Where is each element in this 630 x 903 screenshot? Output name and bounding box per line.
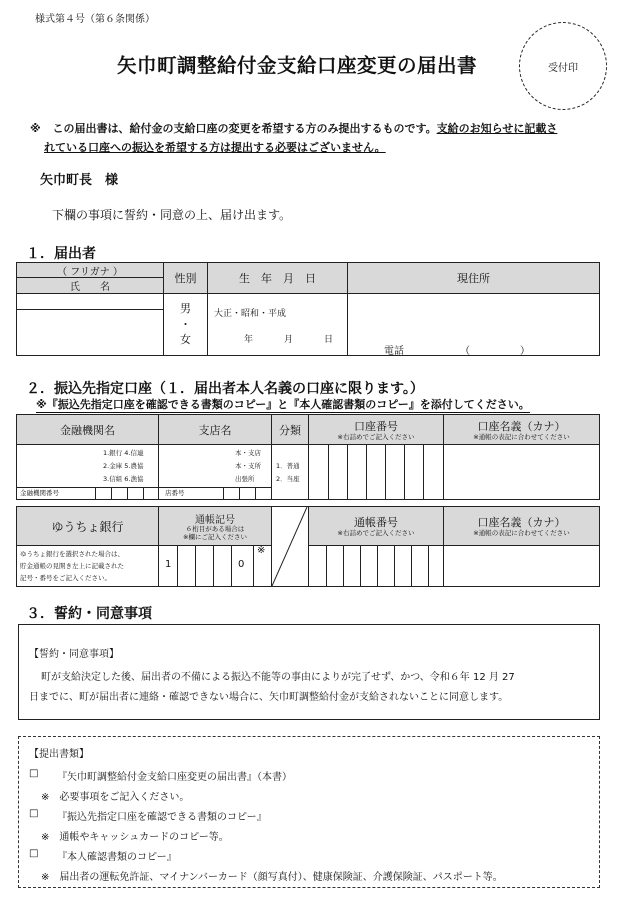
yucho-instruction-3: 記号・番号をご記入ください。 (20, 574, 111, 582)
yucho-instruction-2: 貯金通帳の見開き左上に記載された (20, 562, 124, 570)
addressee: 矢巾町長 様 (40, 173, 119, 188)
account-number-label: 口座番号 (354, 419, 398, 433)
document-checkbox-2[interactable]: □ (29, 808, 39, 819)
pledge-intro: 下欄の事項に誓約・同意の上、届け出ます。 (52, 208, 292, 222)
name-header: 氏 名 (16, 277, 164, 294)
receipt-stamp-area (519, 22, 607, 110)
section3-heading: ３．誓約・同意事項 (26, 606, 152, 622)
yucho-instruction-1: ゆうちょ銀行を選択された場合は、 (20, 550, 124, 558)
branch-code-label: 店番号 (165, 489, 185, 497)
yucho-symbol-header (158, 506, 272, 546)
yucho-number-label: 通帳番号 (354, 516, 398, 530)
account-number-note: ※右詰めでご記入ください (337, 432, 415, 441)
yucho-holder-label: 口座名義（カナ） (477, 516, 566, 530)
phone-field[interactable]: （ ） (460, 346, 530, 357)
receipt-stamp-label: 受付印 (548, 62, 578, 74)
form-number: 様式第４号（第６条関係） (35, 14, 155, 25)
yucho-type-blank (271, 506, 309, 587)
account-holder-note: ※通帳の表記に合わせてください (473, 432, 570, 441)
type-header: 分類 (271, 414, 309, 445)
document-checkbox-1[interactable]: □ (29, 768, 39, 779)
furigana-header: （ フリガナ ） (16, 262, 164, 278)
pledge-box-title: 【誓約・同意事項】 (29, 649, 119, 660)
documents-box (18, 736, 600, 888)
birthdate-field[interactable] (207, 293, 348, 356)
document-item-1: 『矢巾町調整給付金支給口座変更の届出書』（本書） (57, 772, 292, 783)
pledge-text-1: 町が支給決定した後、届出者の不備による振込不能等の事由によりが完了せず、かつ、令和６年 12 月 27 (41, 672, 515, 683)
institution-code-field[interactable] (16, 487, 159, 500)
address-field[interactable] (347, 293, 600, 356)
month-label: 月 (284, 335, 294, 345)
yucho-number-header (308, 506, 444, 546)
documents-title: 【提出書類】 (29, 749, 89, 760)
section2-subheading: ※『振込先指定口座を確認できる書類のコピー』と『本人確認書類のコピー』を添付してください。 (36, 398, 530, 411)
section2-heading: ２．振込先指定口座（１．届出者本人名義の口座に限ります。） (26, 381, 424, 397)
document-item-2: 『振込先指定口座を確認できる書類のコピー』 (57, 812, 267, 823)
note-mark: ※ (30, 122, 41, 135)
yucho-number-field[interactable] (308, 545, 444, 587)
document-note-3: ※ 届出者の運転免許証、マイナンバーカード（顔写真付）、健康保険証、介護保険証、パスポート等。 (41, 872, 503, 883)
day-label: 日 (324, 335, 334, 345)
institution-field[interactable] (16, 444, 159, 488)
pledge-box (18, 624, 600, 720)
document-item-3: 『本人確認書類のコピー』 (57, 852, 177, 863)
document-checkbox-3[interactable]: □ (29, 848, 39, 859)
yucho-symbol-digit-5: 0 (238, 559, 245, 570)
account-type-checking[interactable]: 2．当座 (276, 475, 300, 483)
era-options: 大正・昭和・平成 (214, 309, 287, 319)
branch-type-3: 出張所 (235, 475, 255, 483)
name-field[interactable] (16, 309, 164, 356)
gender-male[interactable]: 男 (180, 301, 191, 315)
branch-field[interactable] (158, 444, 272, 488)
account-holder-label: 口座名義（カナ） (477, 419, 566, 433)
yucho-number-note: ※右詰めでご記入ください (337, 529, 415, 538)
pledge-text-2: 日までに、町が届出者に連絡・確認できない場合に、矢巾町調整給付金が支給されないことに同意します。 (29, 692, 509, 703)
account-holder-field[interactable] (443, 444, 600, 500)
note-text: この届出書は、給付金の支給口座の変更を希望する方のみ提出するものです。 (52, 122, 437, 135)
gender-header: 性別 (163, 262, 208, 294)
account-number-header (308, 414, 444, 445)
document-note-1: ※ 必要事項をご記入ください。 (41, 792, 190, 803)
birthdate-header: 生 年 月 日 (207, 262, 348, 294)
note-line-2: れている口座への振込を希望する方は提出する必要はございません。 (44, 141, 386, 154)
phone-label: 電話 (384, 346, 404, 357)
furigana-field[interactable] (16, 293, 164, 310)
yucho-symbol-digit-1: 1 (165, 559, 172, 570)
note-line-1 (30, 120, 610, 136)
yucho-bank-header: ゆうちょ銀行 (16, 506, 159, 546)
gender-separator: ・ (180, 317, 191, 331)
yucho-sixth-digit-mark: ※ (257, 545, 266, 556)
institution-header: 金融機関名 (16, 414, 159, 445)
account-type-savings[interactable]: 1．普通 (276, 462, 300, 470)
document-note-2: ※ 通帳やキャッシュカードのコピー等。 (41, 832, 229, 843)
branch-type-2: 本・支所 (235, 462, 261, 470)
yucho-holder-field[interactable] (443, 545, 600, 587)
yucho-holder-note: ※通帳の表記に合わせてください (473, 529, 570, 538)
inst-type-3: 3.信組 6.漁協 (103, 475, 144, 483)
inst-type-1: 1.銀行 4.信連 (103, 449, 144, 457)
page-title: 矢巾町調整給付金支給口座変更の届出書 (117, 54, 478, 77)
yucho-holder-header (443, 506, 600, 546)
branch-type-1: 本・支店 (235, 449, 261, 457)
yucho-symbol-field[interactable] (158, 545, 272, 587)
account-number-field[interactable] (308, 444, 444, 500)
year-label: 年 (244, 335, 254, 345)
inst-type-2: 2.金庫 5.農協 (103, 462, 144, 470)
account-type-field[interactable] (271, 444, 309, 500)
address-header: 現住所 (347, 262, 600, 294)
yucho-symbol-note-2: ※欄にご記入ください (183, 532, 247, 541)
section1-heading: １．届出者 (26, 246, 96, 262)
yucho-symbol-note-1: ６桁目がある場合は (185, 525, 245, 534)
gender-female[interactable]: 女 (180, 333, 191, 347)
branch-code-field[interactable] (158, 487, 272, 500)
branch-header: 支店名 (158, 414, 272, 445)
account-holder-header (443, 414, 600, 445)
gender-field[interactable] (163, 293, 208, 356)
note-text-underline: 支給のお知らせに記載さ (436, 122, 558, 135)
yucho-symbol-label: 通帳記号 (195, 515, 235, 527)
institution-code-label: 金融機関番号 (20, 489, 59, 497)
yucho-instructions (16, 545, 159, 587)
